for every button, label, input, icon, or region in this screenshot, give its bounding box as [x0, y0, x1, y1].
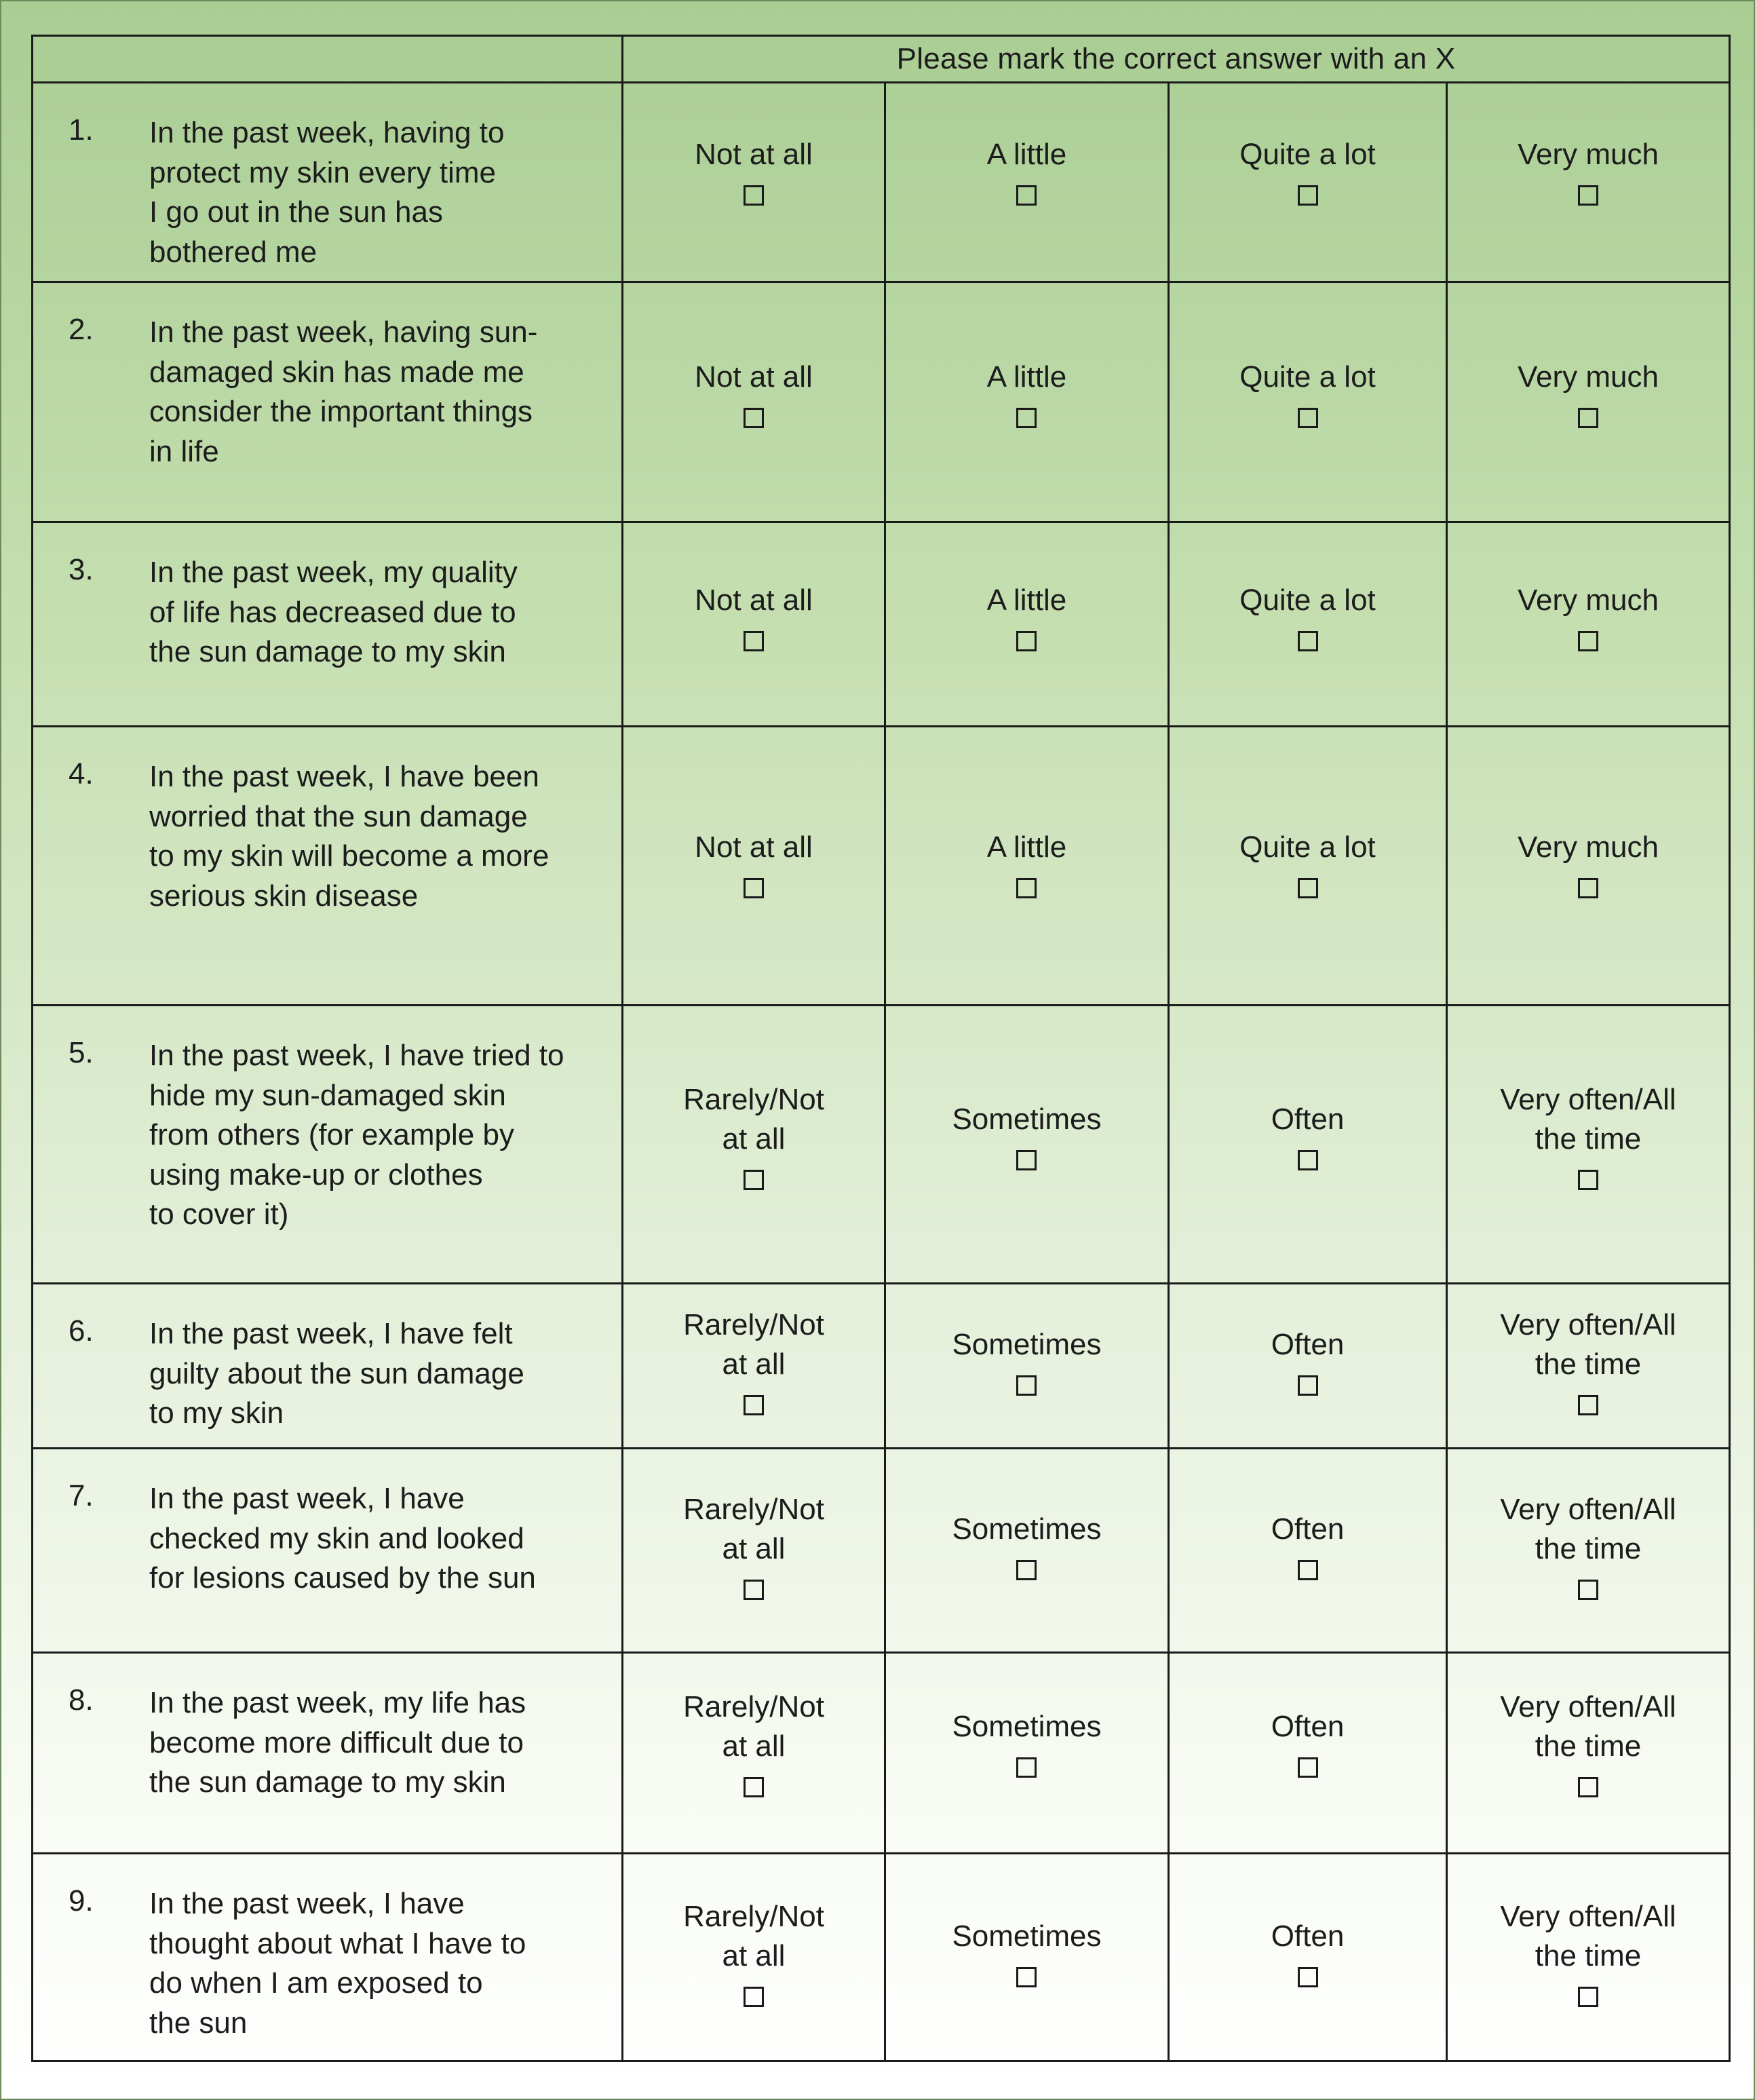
question-text — [149, 1884, 615, 2043]
question-text-line: damaged skin has made me — [149, 355, 524, 389]
answer-option — [952, 1510, 1101, 1580]
question-text-line: In the past week, I have — [149, 1887, 465, 1920]
answer-checkbox[interactable] — [1016, 1375, 1037, 1396]
answer-cell-option-3 — [1169, 1449, 1447, 1653]
answer-checkbox[interactable] — [1578, 1580, 1598, 1600]
answer-option-label: Not at all — [695, 360, 813, 394]
answer-option-label: Sometimes — [952, 1709, 1102, 1743]
answer-checkbox[interactable] — [744, 878, 764, 898]
answer-option — [1500, 1897, 1676, 2007]
answer-option — [695, 828, 813, 898]
question-text-line: of life has decreased due to — [149, 595, 516, 629]
question-text-line: protect my skin every time — [149, 155, 497, 189]
answer-option — [1271, 1325, 1345, 1396]
answer-checkbox[interactable] — [1016, 185, 1037, 206]
answer-option-label: Often — [1271, 1328, 1345, 1361]
question-text — [149, 757, 615, 916]
answer-option — [1271, 1510, 1345, 1580]
answer-cell-option-3 — [1169, 83, 1447, 282]
question-text-line: In the past week, I have been — [149, 760, 539, 793]
answer-option-label: Often — [1271, 1102, 1345, 1136]
question-number: 9. — [69, 1884, 94, 1917]
question-text-line: In the past week, I have felt — [149, 1317, 513, 1350]
questionnaire-table — [31, 35, 1731, 2062]
answer-option-label: Rarely/Not — [683, 1493, 824, 1526]
answer-checkbox[interactable] — [744, 1987, 764, 2007]
answer-cell-option-3 — [1169, 1006, 1447, 1284]
question-text-line: bothered me — [149, 235, 317, 269]
question-text-line: for lesions caused by the sun — [149, 1561, 536, 1595]
answer-option-label: Often — [1271, 1512, 1345, 1546]
answer-checkbox[interactable] — [1298, 878, 1318, 898]
answer-cell-option-4 — [1447, 522, 1730, 727]
answer-option — [1518, 358, 1659, 428]
answer-option — [1500, 1490, 1676, 1600]
question-text-line: In the past week, having to — [149, 116, 505, 149]
question-cell — [33, 1854, 623, 2061]
answer-option-label: Rarely/Not — [683, 1899, 824, 1933]
answer-option — [987, 828, 1066, 898]
answer-cell-option-1 — [623, 83, 885, 282]
answer-cell-option-1 — [623, 522, 885, 727]
answer-checkbox[interactable] — [1016, 878, 1037, 898]
answer-cell-option-1 — [623, 727, 885, 1006]
answer-option — [1500, 1080, 1676, 1190]
answer-option — [683, 1080, 824, 1190]
answer-option-label: A little — [986, 584, 1067, 617]
answer-checkbox[interactable] — [1016, 1560, 1037, 1580]
question-text-line: the sun — [149, 2006, 248, 2040]
answer-option-label: the time — [1535, 1348, 1642, 1381]
answer-checkbox[interactable] — [1578, 1777, 1598, 1797]
answer-option-label: at all — [722, 1122, 786, 1156]
header-blank-cell — [33, 36, 623, 83]
question-text-line: worried that the sun damage — [149, 799, 528, 833]
answer-option — [1271, 1917, 1345, 1987]
answer-option — [987, 581, 1066, 651]
question-row — [33, 1006, 1730, 1284]
question-number: 1. — [69, 113, 94, 147]
answer-option — [987, 358, 1066, 428]
question-text-line: In the past week, I have — [149, 1482, 465, 1515]
answer-cell-option-4 — [1447, 1284, 1730, 1449]
answer-checkbox[interactable] — [1298, 1757, 1318, 1778]
question-number: 6. — [69, 1314, 94, 1348]
answer-cell-option-2 — [885, 1449, 1169, 1653]
answer-option — [952, 1325, 1101, 1396]
question-text — [149, 113, 615, 272]
answer-cell-option-4 — [1447, 1449, 1730, 1653]
answer-checkbox[interactable] — [744, 1777, 764, 1797]
question-row — [33, 282, 1730, 522]
answer-option — [952, 1917, 1101, 1987]
question-number: 8. — [69, 1683, 94, 1717]
answer-checkbox[interactable] — [1578, 1987, 1598, 2007]
answer-option — [1239, 581, 1376, 651]
answer-option-label: Often — [1271, 1709, 1345, 1743]
question-text — [149, 1036, 615, 1235]
answer-checkbox[interactable] — [1016, 408, 1037, 428]
answer-option-label: Very often/All — [1500, 1689, 1676, 1723]
question-text-line: the sun damage to my skin — [149, 635, 506, 668]
answer-option-label: Very much — [1518, 360, 1659, 394]
answer-option — [952, 1707, 1101, 1778]
answer-option-label: Sometimes — [952, 1919, 1102, 1953]
answer-option — [1239, 135, 1376, 206]
answer-cell-option-4 — [1447, 1006, 1730, 1284]
question-cell — [33, 727, 623, 1006]
answer-checkbox[interactable] — [1298, 1150, 1318, 1170]
answer-option-label: Very often/All — [1500, 1308, 1676, 1341]
answer-cell-option-2 — [885, 1854, 1169, 2061]
answer-cell-option-2 — [885, 522, 1169, 727]
answer-option — [683, 1687, 824, 1797]
question-text — [149, 1479, 615, 1599]
question-text-line: become more difficult due to — [149, 1725, 524, 1759]
answer-option-label: Often — [1271, 1919, 1345, 1953]
answer-option-label: Not at all — [695, 137, 813, 171]
question-text — [149, 553, 615, 672]
question-row — [33, 1284, 1730, 1449]
answer-checkbox[interactable] — [1578, 1170, 1598, 1190]
answer-option-label: Not at all — [695, 831, 813, 864]
answer-checkbox[interactable] — [1298, 1967, 1318, 1987]
question-text-line: consider the important things — [149, 395, 533, 428]
question-text — [149, 1683, 615, 1803]
answer-option-label: the time — [1535, 1532, 1642, 1565]
answer-option — [1500, 1305, 1676, 1415]
answer-option — [683, 1897, 824, 2007]
answer-option-label: at all — [722, 1729, 786, 1763]
answer-cell-option-2 — [885, 1284, 1169, 1449]
question-row — [33, 727, 1730, 1006]
answer-option-label: Quite a lot — [1239, 137, 1376, 171]
question-text-line: In the past week, I have tried to — [149, 1039, 564, 1072]
question-number: 7. — [69, 1479, 94, 1512]
answer-option — [1239, 828, 1376, 898]
question-text-line: the sun damage to my skin — [149, 1765, 506, 1799]
answer-checkbox[interactable] — [744, 185, 764, 206]
answer-cell-option-2 — [885, 1006, 1169, 1284]
answer-checkbox[interactable] — [1578, 1395, 1598, 1415]
answer-option-label: A little — [986, 360, 1067, 394]
answer-checkbox[interactable] — [1298, 408, 1318, 428]
answer-option — [1271, 1100, 1345, 1170]
answer-cell-option-1 — [623, 1284, 885, 1449]
answer-option-label: A little — [986, 137, 1067, 171]
question-cell — [33, 1006, 623, 1284]
answer-cell-option-1 — [623, 282, 885, 522]
question-row — [33, 1653, 1730, 1854]
answer-option-label: Rarely/Not — [683, 1082, 824, 1116]
question-text-line: in life — [149, 434, 219, 468]
answer-option-label: at all — [722, 1348, 786, 1381]
answer-option-label: Rarely/Not — [683, 1308, 824, 1341]
answer-cell-option-2 — [885, 1653, 1169, 1854]
answer-checkbox[interactable] — [744, 1580, 764, 1600]
answer-option-label: the time — [1535, 1939, 1642, 1972]
answer-checkbox[interactable] — [1016, 1757, 1037, 1778]
answer-cell-option-1 — [623, 1449, 885, 1653]
answer-cell-option-4 — [1447, 83, 1730, 282]
answer-option-label: Very much — [1518, 137, 1659, 171]
question-text-line: thought about what I have to — [149, 1926, 526, 1960]
answer-checkbox[interactable] — [1016, 631, 1037, 651]
answer-checkbox[interactable] — [1298, 1375, 1318, 1396]
question-text — [149, 313, 615, 472]
answer-cell-option-1 — [623, 1653, 885, 1854]
answer-option-label: Not at all — [695, 584, 813, 617]
answer-option-label: Very often/All — [1500, 1493, 1676, 1526]
question-number: 4. — [69, 757, 94, 790]
question-text-line: using make-up or clothes — [149, 1158, 483, 1191]
question-text — [149, 1314, 615, 1434]
question-row — [33, 1449, 1730, 1653]
answer-cell-option-2 — [885, 727, 1169, 1006]
answer-cell-option-3 — [1169, 522, 1447, 727]
answer-option — [1518, 135, 1659, 206]
answer-option-label: at all — [722, 1532, 786, 1565]
answer-option-label: Sometimes — [952, 1328, 1102, 1361]
answer-option-label: Sometimes — [952, 1512, 1102, 1546]
answer-option — [952, 1100, 1101, 1170]
answer-option — [987, 135, 1066, 206]
question-text-line: In the past week, my quality — [149, 556, 518, 589]
question-row — [33, 83, 1730, 282]
answer-option-label: the time — [1535, 1122, 1642, 1156]
question-text-line: hide my sun-damaged skin — [149, 1078, 506, 1112]
question-row — [33, 522, 1730, 727]
question-text-line: from others (for example by — [149, 1118, 514, 1151]
instruction-header: Please mark the correct answer with an X — [623, 36, 1730, 83]
answer-option — [683, 1305, 824, 1415]
answer-cell-option-3 — [1169, 727, 1447, 1006]
answer-option-label: Very much — [1518, 584, 1659, 617]
answer-checkbox[interactable] — [1298, 185, 1318, 206]
answer-cell-option-2 — [885, 282, 1169, 522]
answer-option-label: A little — [986, 831, 1067, 864]
answer-cell-option-4 — [1447, 282, 1730, 522]
question-text-line: to my skin will become a more — [149, 839, 549, 873]
answer-option — [1239, 358, 1376, 428]
answer-checkbox[interactable] — [1016, 1967, 1037, 1987]
question-number: 2. — [69, 313, 94, 346]
answer-option-label: Very much — [1518, 831, 1659, 864]
answer-cell-option-4 — [1447, 1653, 1730, 1854]
question-text-line: guilty about the sun damage — [149, 1356, 524, 1390]
answer-cell-option-3 — [1169, 1854, 1447, 2061]
answer-checkbox[interactable] — [1298, 1560, 1318, 1580]
answer-option — [1518, 828, 1659, 898]
answer-option — [1500, 1687, 1676, 1797]
question-text-line: serious skin disease — [149, 879, 419, 913]
question-cell — [33, 1653, 623, 1854]
question-row — [33, 1854, 1730, 2061]
answer-checkbox[interactable] — [744, 1395, 764, 1415]
answer-checkbox[interactable] — [1578, 878, 1598, 898]
answer-option-label: Sometimes — [952, 1102, 1102, 1136]
answer-checkbox[interactable] — [1298, 631, 1318, 651]
answer-cell-option-3 — [1169, 282, 1447, 522]
answer-option-label: the time — [1535, 1729, 1642, 1763]
answer-option-label: Rarely/Not — [683, 1689, 824, 1723]
answer-option-label: Very often/All — [1500, 1082, 1676, 1116]
answer-checkbox[interactable] — [1578, 408, 1598, 428]
answer-checkbox[interactable] — [744, 1170, 764, 1190]
answer-option — [1271, 1707, 1345, 1778]
answer-option — [1518, 581, 1659, 651]
question-text-line: to my skin — [149, 1396, 284, 1430]
answer-cell-option-1 — [623, 1854, 885, 2061]
answer-cell-option-1 — [623, 1006, 885, 1284]
answer-checkbox[interactable] — [1578, 185, 1598, 206]
question-text-line: do when I am exposed to — [149, 1966, 483, 2000]
answer-option-label: Very often/All — [1500, 1899, 1676, 1933]
answer-checkbox[interactable] — [1016, 1150, 1037, 1170]
answer-cell-option-3 — [1169, 1284, 1447, 1449]
answer-option-label: at all — [722, 1939, 786, 1972]
answer-option — [695, 358, 813, 428]
question-cell — [33, 1284, 623, 1449]
question-text-line: to cover it) — [149, 1198, 289, 1231]
question-number: 3. — [69, 553, 94, 586]
answer-option — [695, 581, 813, 651]
answer-option-label: Quite a lot — [1239, 360, 1376, 394]
answer-checkbox[interactable] — [744, 631, 764, 651]
question-cell — [33, 282, 623, 522]
question-number: 5. — [69, 1036, 94, 1069]
answer-option — [695, 135, 813, 206]
question-text-line: I go out in the sun has — [149, 195, 443, 229]
answer-option-label: Quite a lot — [1239, 584, 1376, 617]
answer-cell-option-2 — [885, 83, 1169, 282]
answer-option-label: Quite a lot — [1239, 831, 1376, 864]
question-cell — [33, 522, 623, 727]
answer-option — [683, 1490, 824, 1600]
answer-cell-option-3 — [1169, 1653, 1447, 1854]
answer-checkbox[interactable] — [744, 408, 764, 428]
answer-cell-option-4 — [1447, 1854, 1730, 2061]
question-text-line: checked my skin and looked — [149, 1521, 524, 1555]
answer-cell-option-4 — [1447, 727, 1730, 1006]
answer-checkbox[interactable] — [1578, 631, 1598, 651]
question-text-line: In the past week, my life has — [149, 1686, 526, 1719]
question-cell — [33, 1449, 623, 1653]
question-cell — [33, 83, 623, 282]
header-row — [33, 36, 1730, 83]
question-text-line: In the past week, having sun- — [149, 316, 538, 349]
